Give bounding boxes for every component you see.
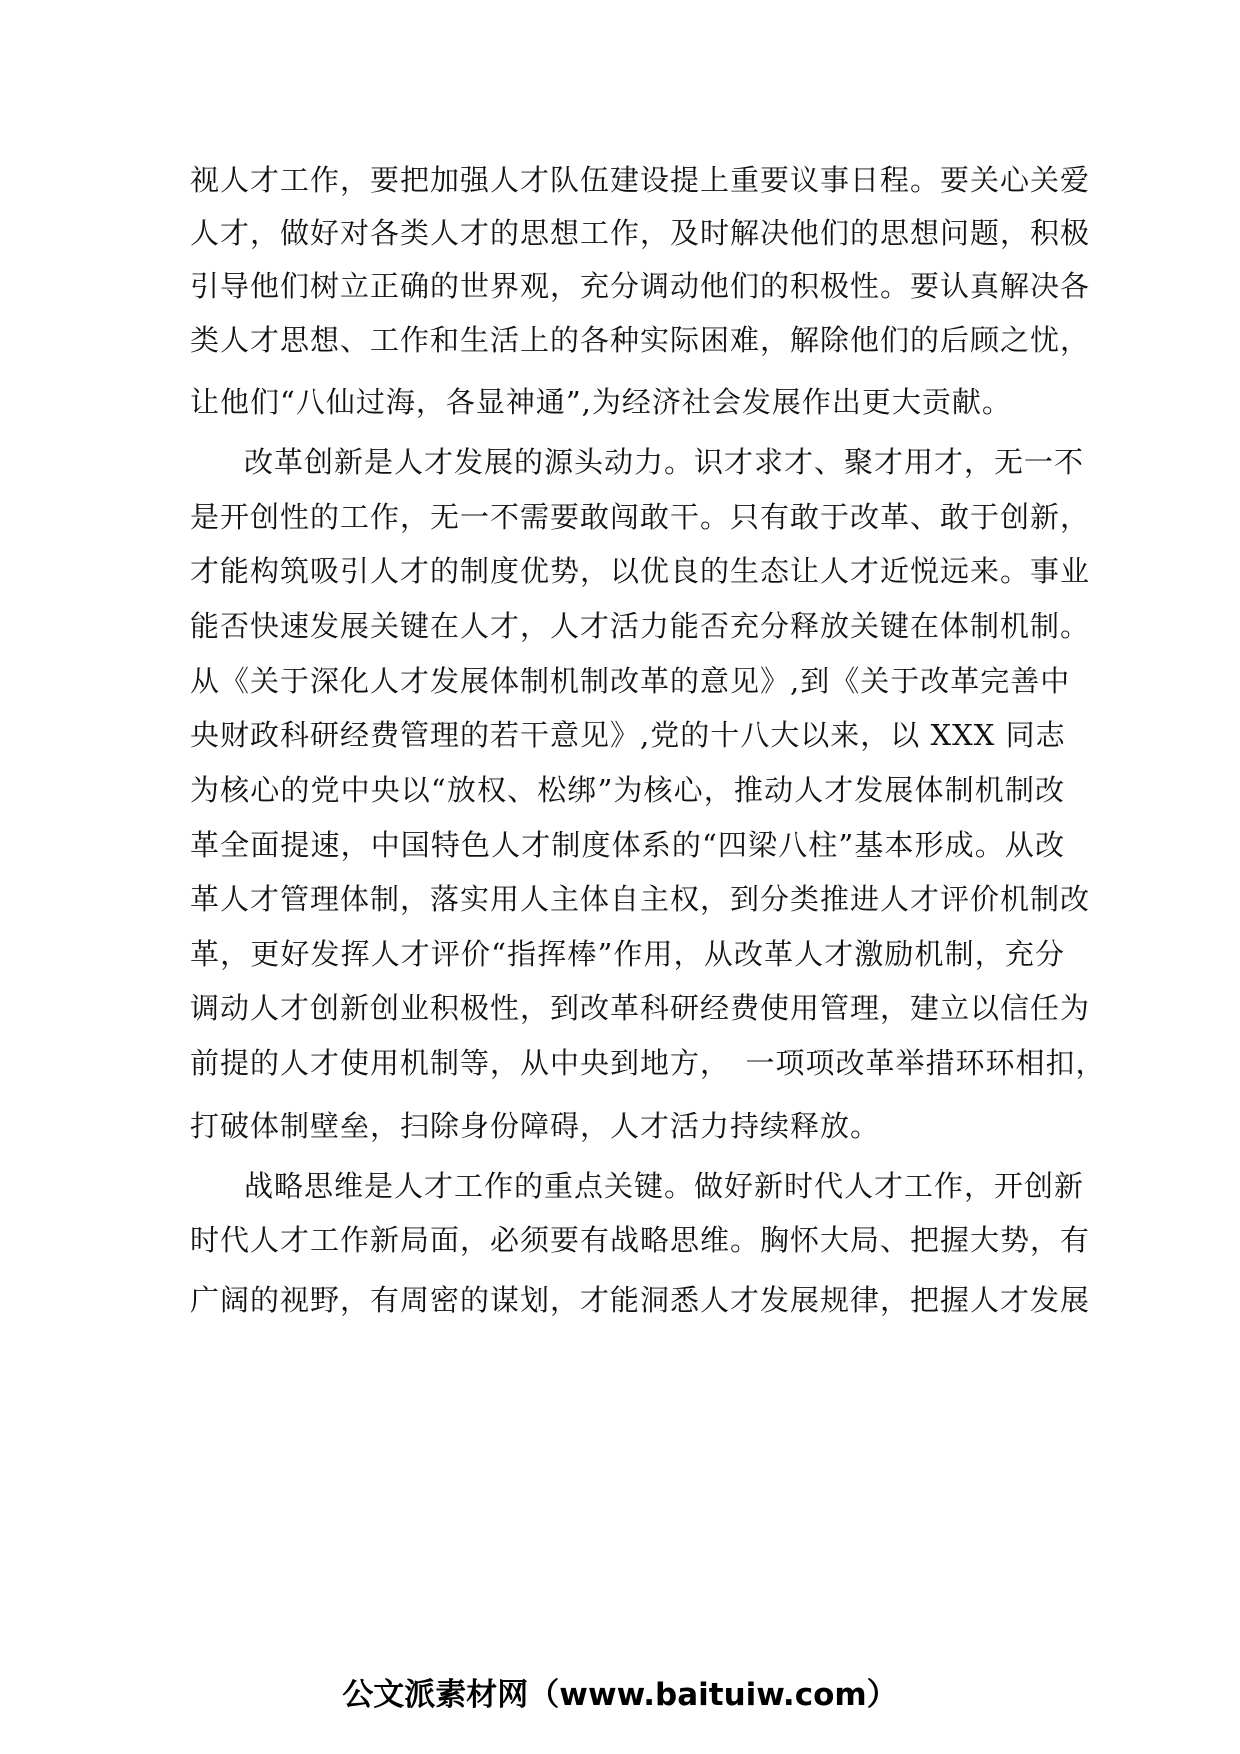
- body-line: 革，更好发挥人才评价“指挥棒”作用，从改革人才激励机制，充分: [190, 937, 1065, 971]
- body-line: 类人才思想、工作和生活上的各种实际困难，解除他们的后顾之忧，: [190, 323, 1091, 357]
- body-line: 从《关于深化人才发展体制机制改革的意见》,到《关于改革完善中: [190, 664, 1071, 698]
- body-line: 革人才管理体制，落实用人主体自主权，到分类推进人才评价机制改: [190, 882, 1091, 916]
- body-line: 引导他们树立正确的世界观，充分调动他们的积极性。要认真解决各: [190, 269, 1091, 303]
- paragraph-first-line: 改革创新是人才发展的源头动力。识才求才、聚才用才，无一不: [244, 445, 1085, 479]
- body-line: 前提的人才使用机制等，从中央到地方， 一项项改革举措环环相扣，: [190, 1046, 1106, 1080]
- body-line: 时代人才工作新局面，必须要有战略思维。胸怀大局、把握大势，有: [190, 1223, 1091, 1257]
- body-line: 为核心的党中央以“放权、松绑”为核心，推动人才发展体制机制改: [190, 773, 1065, 807]
- paragraph-first-line: 战略思维是人才工作的重点关键。做好新时代人才工作，开创新: [244, 1169, 1085, 1203]
- body-line: 视人才工作，要把加强人才队伍建设提上重要议事日程。要关心关爱: [190, 163, 1091, 197]
- body-line: 革全面提速，中国特色人才制度体系的“四梁八柱”基本形成。从改: [190, 828, 1065, 862]
- body-line: 是开创性的工作，无一不需要敢闯敢干。只有敢于改革、敢于创新，: [190, 500, 1091, 534]
- body-line: 央财政科研经费管理的若干意见》,党的十八大以来，以 XXX 同志: [190, 718, 1066, 752]
- body-line: 让他们“八仙过海，各显神通”,为经济社会发展作出更大贡献。: [190, 385, 1012, 419]
- footer-watermark: 公文派素材网（www.baituiw.com）: [342, 1677, 898, 1713]
- body-line: 能否快速发展关键在人才，人才活力能否充分释放关键在体制机制。: [190, 609, 1091, 643]
- body-line: 调动人才创新创业积极性，到改革科研经费使用管理，建立以信任为: [190, 991, 1091, 1025]
- body-line: 人才，做好对各类人才的思想工作，及时解决他们的思想问题，积极: [190, 216, 1091, 250]
- body-line: 才能构筑吸引人才的制度优势，以优良的生态让人才近悦远来。事业: [190, 554, 1091, 588]
- body-line: 广阔的视野，有周密的谋划，才能洞悉人才发展规律，把握人才发展: [190, 1283, 1091, 1317]
- body-line: 打破体制壁垒，扫除身份障碍，人才活力持续释放。: [190, 1109, 881, 1143]
